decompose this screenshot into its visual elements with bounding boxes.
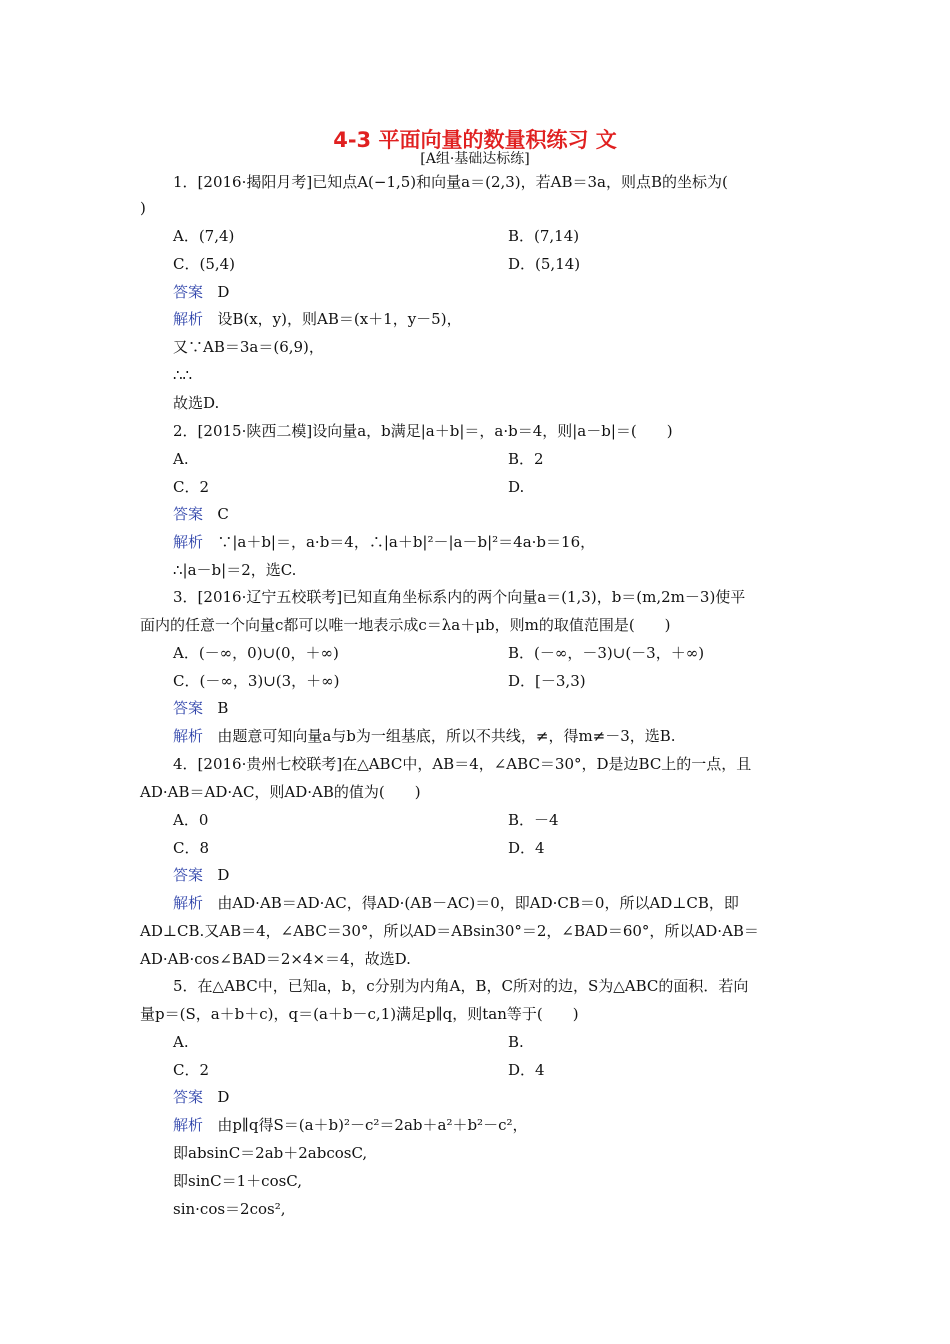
q5-option-b: B.	[508, 1033, 524, 1051]
q1-option-c: C．(5,4)	[173, 255, 236, 273]
analysis-label: 解析	[173, 727, 204, 745]
q1-stem-line1: 1．[2016·揭阳月考]已知点A(−1,5)和向量a＝(2,3)，若AB＝3a，则点B的坐标为(	[173, 173, 728, 191]
q4-analysis-line2: AD⊥CB.又AB＝4，∠ABC＝30°，所以AD＝ABsin30°＝2，∠BAD＝60°，所以AD·AB＝	[140, 922, 759, 940]
q2-analysis-text: ∵|a＋b|＝，a·b＝4，∴|a＋b|²－|a－b|²＝4a·b＝16，	[217, 533, 596, 551]
answer-label: 答案	[173, 1088, 204, 1106]
q4-option-c: C．8	[173, 839, 210, 857]
analysis-label: 解析	[173, 1116, 204, 1134]
q3-answer	[173, 698, 228, 718]
q3-stem-line2: 面内的任意一个向量c都可以唯一地表示成c＝λa＋μb，则m的取值范围是( )	[140, 616, 671, 634]
q4-stem-line1: 4．[2016·贵州七校联考]在△ABC中，AB＝4，∠ABC＝30°，D是边BC上的一点，且	[173, 755, 752, 773]
answer-label: 答案	[173, 283, 204, 301]
q1-stem-line2: )	[140, 199, 146, 217]
q5-option-c: C．2	[173, 1061, 210, 1079]
q3-analysis-text: 由题意可知向量a与b为一组基底，所以不共线，≠，得m≠－3，选B.	[217, 727, 676, 745]
q2-answer	[173, 504, 229, 524]
q1-option-d: D．(5,14)	[508, 255, 581, 273]
q2-answer-value: C	[217, 505, 229, 523]
q2-option-a: A.	[173, 450, 189, 468]
q4-answer	[173, 865, 229, 885]
q5-analysis-line3: 即sinC＝1＋cosC,	[173, 1172, 303, 1190]
q3-option-b: B．(－∞，－3)∪(－3，＋∞)	[508, 644, 705, 662]
q2-option-d: D.	[508, 478, 525, 496]
analysis-label: 解析	[173, 894, 204, 912]
q5-analysis	[173, 1115, 528, 1135]
q5-answer	[173, 1087, 229, 1107]
q2-stem-line1: 2．[2015·陕西二模]设向量a，b满足|a＋b|＝，a·b＝4，则|a－b|＝( )	[173, 422, 673, 440]
q4-option-b: B．－4	[508, 811, 559, 829]
q2-option-c: C．2	[173, 478, 210, 496]
page-title: 4-3 平面向量的数量积练习 文	[333, 128, 617, 152]
q5-option-a: A.	[173, 1033, 189, 1051]
q1-option-b: B．(7,14)	[508, 227, 580, 245]
q1-answer-value: D	[217, 283, 230, 301]
q3-analysis	[173, 726, 676, 746]
q4-option-d: D．4	[508, 839, 545, 857]
q2-analysis	[173, 532, 595, 552]
q1-analysis-line3: ∴∴	[173, 366, 193, 384]
answer-label: 答案	[173, 699, 204, 717]
q4-answer-value: D	[217, 866, 230, 884]
answer-label: 答案	[173, 505, 204, 523]
page-subtitle: [A组·基础达标练]	[420, 151, 530, 167]
q4-analysis	[173, 893, 739, 913]
q1-analysis-line2: 又∵AB＝3a＝(6,9)，	[173, 338, 324, 356]
q1-analysis-text: 设B(x，y)，则AB＝(x＋1，y－5)，	[217, 310, 462, 328]
q5-option-d: D．4	[508, 1061, 545, 1079]
q3-option-a: A．(－∞，0)∪(0，＋∞)	[173, 644, 339, 662]
q4-analysis-text: 由AD·AB＝AD·AC，得AD·(AB－AC)＝0，即AD·CB＝0，所以AD⊥CB，即	[217, 894, 739, 912]
q1-analysis-line4: 故选D.	[173, 394, 220, 412]
q5-stem-line1: 5．在△ABC中，已知a，b，c分别为内角A，B，C所对的边，S为△ABC的面积．若向	[173, 977, 749, 995]
analysis-label: 解析	[173, 310, 204, 328]
q1-analysis	[173, 309, 462, 329]
q3-option-c: C．(－∞，3)∪(3，＋∞)	[173, 672, 340, 690]
q1-answer	[173, 282, 229, 302]
q5-stem-line2: 量p＝(S，a＋b＋c)，q＝(a＋b－c,1)满足p∥q，则tan等于( )	[140, 1005, 579, 1023]
q2-option-b: B．2	[508, 450, 544, 468]
answer-label: 答案	[173, 866, 204, 884]
q5-answer-value: D	[217, 1088, 230, 1106]
q4-analysis-line3: AD·AB·cos∠BAD＝2×4×＝4，故选D.	[140, 950, 411, 968]
analysis-label: 解析	[173, 533, 204, 551]
q5-analysis-text: 由p∥q得S＝(a＋b)²－c²＝2ab＋a²＋b²－c²，	[217, 1116, 528, 1134]
q4-stem-line2: AD·AB＝AD·AC，则AD·AB的值为( )	[140, 783, 421, 801]
q5-analysis-line2: 即absinC＝2ab＋2abcosC,	[173, 1144, 368, 1162]
q5-analysis-line4: sin·cos＝2cos²,	[173, 1200, 286, 1218]
q1-option-a: A．(7,4)	[173, 227, 235, 245]
q3-answer-value: B	[217, 699, 229, 717]
q3-option-d: D．[－3,3)	[508, 672, 586, 690]
q3-stem-line1: 3．[2016·辽宁五校联考]已知直角坐标系内的两个向量a＝(1,3)，b＝(m,2m－3)使平	[173, 588, 746, 606]
q2-analysis-line2: ∴|a－b|＝2，选C.	[173, 561, 297, 579]
q4-option-a: A．0	[173, 811, 209, 829]
